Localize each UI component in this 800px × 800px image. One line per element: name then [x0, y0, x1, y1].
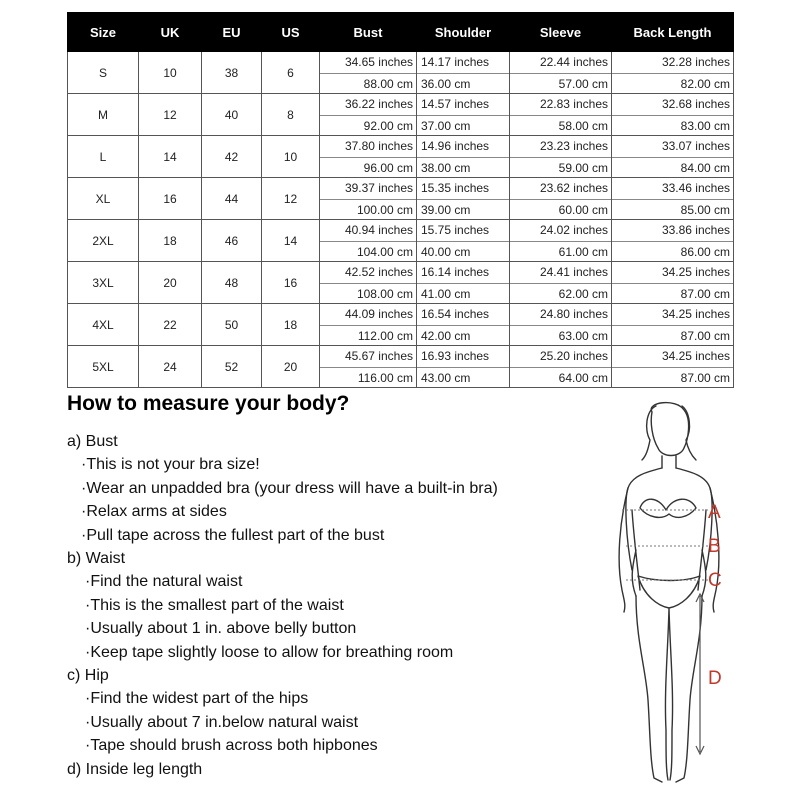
sleeve-cm-value: 59.00 cm: [558, 160, 608, 175]
guide-section-heading: d) Inside leg length: [67, 760, 203, 778]
cell-sleeve: [510, 220, 612, 262]
sleeve-in-value: 23.62 inches: [510, 178, 611, 200]
cell-sleeve: [510, 52, 612, 94]
bust-cm-value: 112.00 cm: [357, 328, 413, 343]
shoulder-in-value: 15.35 inches: [417, 178, 509, 200]
column-header: US: [262, 13, 320, 52]
cell-back: [612, 262, 734, 304]
guide-item: ·Tape should brush across both hipbones: [85, 737, 378, 755]
column-header: Back Length: [612, 13, 734, 52]
guide-item: ·Usually about 1 in. above belly button: [85, 620, 357, 638]
cell-sleeve: [510, 178, 612, 220]
shoulder-in-value: 16.14 inches: [417, 262, 509, 284]
cell-eu: 52: [202, 346, 262, 388]
cell-sleeve: [510, 304, 612, 346]
guide-item: ·This is the smallest part of the waist: [85, 596, 344, 614]
table-row: [68, 94, 734, 136]
cell-uk: 18: [139, 220, 202, 262]
shoulder-cm-value: 37.00 cm: [421, 118, 471, 133]
cell-eu: 38: [202, 52, 262, 94]
cell-size: 4XL: [68, 304, 139, 346]
cell-uk: 24: [139, 346, 202, 388]
table-row: [68, 346, 734, 388]
back-in-value: 32.28 inches: [612, 52, 733, 74]
cell-uk: 16: [139, 178, 202, 220]
cell-bust: [320, 94, 417, 136]
shoulder-cm-value: 38.00 cm: [421, 160, 471, 175]
back-in-value: 33.46 inches: [612, 178, 733, 200]
column-header: Sleeve: [510, 13, 612, 52]
back-in-value: 34.25 inches: [612, 346, 733, 368]
back-cm-value: 87.00 cm: [680, 286, 730, 301]
cell-bust: [320, 346, 417, 388]
back-cm-value: 87.00 cm: [680, 370, 730, 385]
column-header: UK: [139, 13, 202, 52]
cell-sleeve: [510, 346, 612, 388]
shoulder-in-value: 14.17 inches: [417, 52, 509, 74]
table-row: [68, 178, 734, 220]
guide-item: ·Wear an unpadded bra (your dress will have a built-in bra): [81, 479, 498, 497]
cell-size: S: [68, 52, 139, 94]
sleeve-in-value: 24.80 inches: [510, 304, 611, 326]
cell-eu: 42: [202, 136, 262, 178]
label-c: C: [708, 570, 722, 591]
guide-item: ·Usually about 7 in.below natural waist: [85, 713, 359, 731]
cell-eu: 50: [202, 304, 262, 346]
guide-item: ·Relax arms at sides: [81, 503, 227, 521]
figure-neck: [662, 456, 676, 468]
cell-us: 18: [262, 304, 320, 346]
cell-shoulder: [417, 94, 510, 136]
shoulder-cm-value: 43.00 cm: [421, 370, 471, 385]
cell-back: [612, 178, 734, 220]
figure-inner-legs: [665, 608, 672, 780]
cell-shoulder: [417, 178, 510, 220]
bust-in-value: 37.80 inches: [320, 136, 416, 158]
cell-back: [612, 136, 734, 178]
cell-bust: [320, 220, 417, 262]
shoulder-in-value: 16.54 inches: [417, 304, 509, 326]
sleeve-in-value: 22.44 inches: [510, 52, 611, 74]
cell-shoulder: [417, 136, 510, 178]
shoulder-in-value: 15.75 inches: [417, 220, 509, 242]
table-row: [68, 52, 734, 94]
back-in-value: 33.07 inches: [612, 136, 733, 158]
cell-uk: 14: [139, 136, 202, 178]
back-cm-value: 82.00 cm: [680, 76, 730, 91]
cell-back: [612, 304, 734, 346]
cell-eu: 44: [202, 178, 262, 220]
measurement-guide: [67, 430, 498, 781]
cell-bust: [320, 304, 417, 346]
bust-in-value: 34.65 inches: [320, 52, 416, 74]
cell-shoulder: [417, 304, 510, 346]
cell-back: [612, 220, 734, 262]
cell-bust: [320, 262, 417, 304]
cell-size: 2XL: [68, 220, 139, 262]
figure-left-leg: [636, 596, 662, 782]
bust-in-value: 39.37 inches: [320, 178, 416, 200]
sleeve-in-value: 24.02 inches: [510, 220, 611, 242]
cell-us: 10: [262, 136, 320, 178]
cell-bust: [320, 178, 417, 220]
cell-size: 3XL: [68, 262, 139, 304]
cell-eu: 46: [202, 220, 262, 262]
guide-item: ·This is not your bra size!: [81, 456, 260, 474]
back-cm-value: 85.00 cm: [680, 202, 730, 217]
body-figure: [596, 400, 746, 795]
bust-cm-value: 100.00 cm: [356, 202, 413, 217]
cell-us: 12: [262, 178, 320, 220]
cell-us: 8: [262, 94, 320, 136]
cell-bust: [320, 52, 417, 94]
cell-back: [612, 94, 734, 136]
guide-item: ·Find the widest part of the hips: [85, 690, 309, 708]
cell-size: XL: [68, 178, 139, 220]
shoulder-cm-value: 39.00 cm: [421, 202, 471, 217]
cell-uk: 10: [139, 52, 202, 94]
cell-size: 5XL: [68, 346, 139, 388]
sleeve-cm-value: 61.00 cm: [558, 244, 608, 259]
label-b: B: [708, 536, 721, 557]
shoulder-in-value: 16.93 inches: [417, 346, 509, 368]
back-cm-value: 84.00 cm: [680, 160, 730, 175]
guide-section-heading: a) Bust: [67, 433, 118, 450]
label-d: D: [708, 668, 722, 689]
bust-in-value: 44.09 inches: [320, 304, 416, 326]
back-in-value: 34.25 inches: [612, 304, 733, 326]
bust-cm-value: 116.00 cm: [357, 370, 413, 385]
figure-torso: [626, 468, 712, 570]
column-header: Size: [68, 13, 139, 52]
cell-back: [612, 52, 734, 94]
column-header: Shoulder: [417, 13, 510, 52]
back-in-value: 33.86 inches: [612, 220, 733, 242]
size-chart-table: [67, 12, 734, 388]
bust-cm-value: 92.00 cm: [363, 118, 413, 133]
cell-eu: 40: [202, 94, 262, 136]
cell-us: 20: [262, 346, 320, 388]
cell-shoulder: [417, 346, 510, 388]
bust-in-value: 42.52 inches: [320, 262, 416, 284]
column-header: Bust: [320, 13, 417, 52]
table-row: [68, 220, 734, 262]
shoulder-cm-value: 41.00 cm: [421, 286, 471, 301]
guide-item: ·Keep tape slightly loose to allow for breathing room: [85, 643, 454, 661]
bust-cm-value: 104.00 cm: [356, 244, 413, 259]
figure-bra: [640, 499, 696, 517]
cell-size: L: [68, 136, 139, 178]
sleeve-cm-value: 58.00 cm: [558, 118, 608, 133]
sleeve-cm-value: 63.00 cm: [558, 328, 608, 343]
shoulder-cm-value: 42.00 cm: [421, 328, 471, 343]
table-row: [68, 262, 734, 304]
guide-item: ·Find the natural waist: [85, 573, 243, 591]
back-cm-value: 86.00 cm: [680, 244, 730, 259]
cell-size: M: [68, 94, 139, 136]
bust-cm-value: 96.00 cm: [363, 160, 413, 175]
figure-head: [651, 403, 688, 456]
cell-shoulder: [417, 220, 510, 262]
cell-us: 6: [262, 52, 320, 94]
cell-back: [612, 346, 734, 388]
cell-sleeve: [510, 262, 612, 304]
sleeve-in-value: 23.23 inches: [510, 136, 611, 158]
bust-in-value: 45.67 inches: [320, 346, 416, 368]
figure-right-leg: [676, 596, 702, 782]
guide-section-heading: c) Hip: [67, 667, 109, 685]
sleeve-cm-value: 64.00 cm: [558, 370, 608, 385]
sleeve-in-value: 24.41 inches: [510, 262, 611, 284]
back-cm-value: 87.00 cm: [680, 328, 730, 343]
guide-section-heading: b) Waist: [67, 550, 126, 568]
cell-us: 14: [262, 220, 320, 262]
guide-title: How to measure your body?: [67, 392, 350, 415]
table-row: [68, 304, 734, 346]
figure-underwear: [638, 576, 700, 608]
back-cm-value: 83.00 cm: [680, 118, 730, 133]
cell-eu: 48: [202, 262, 262, 304]
bust-in-value: 40.94 inches: [320, 220, 416, 242]
sleeve-cm-value: 62.00 cm: [558, 286, 608, 301]
shoulder-in-value: 14.96 inches: [417, 136, 509, 158]
back-in-value: 34.25 inches: [612, 262, 733, 284]
cell-bust: [320, 136, 417, 178]
sleeve-cm-value: 57.00 cm: [558, 76, 608, 91]
figure-left-arm: [619, 488, 640, 612]
cell-uk: 20: [139, 262, 202, 304]
column-header: EU: [202, 13, 262, 52]
sleeve-in-value: 25.20 inches: [510, 346, 611, 368]
table-row: [68, 136, 734, 178]
label-a: A: [708, 502, 721, 523]
cell-shoulder: [417, 262, 510, 304]
shoulder-cm-value: 40.00 cm: [421, 244, 471, 259]
sleeve-cm-value: 60.00 cm: [558, 202, 608, 217]
bust-cm-value: 88.00 cm: [363, 76, 413, 91]
table-header-row: [68, 13, 734, 52]
back-in-value: 32.68 inches: [612, 94, 733, 116]
sleeve-in-value: 22.83 inches: [510, 94, 611, 116]
cell-sleeve: [510, 136, 612, 178]
bust-in-value: 36.22 inches: [320, 94, 416, 116]
cell-uk: 22: [139, 304, 202, 346]
shoulder-cm-value: 36.00 cm: [421, 76, 471, 91]
cell-sleeve: [510, 94, 612, 136]
shoulder-in-value: 14.57 inches: [417, 94, 509, 116]
cell-us: 16: [262, 262, 320, 304]
cell-shoulder: [417, 52, 510, 94]
cell-uk: 12: [139, 94, 202, 136]
bust-cm-value: 108.00 cm: [356, 286, 413, 301]
guide-item: ·Pull tape across the fullest part of the bust: [81, 526, 385, 544]
